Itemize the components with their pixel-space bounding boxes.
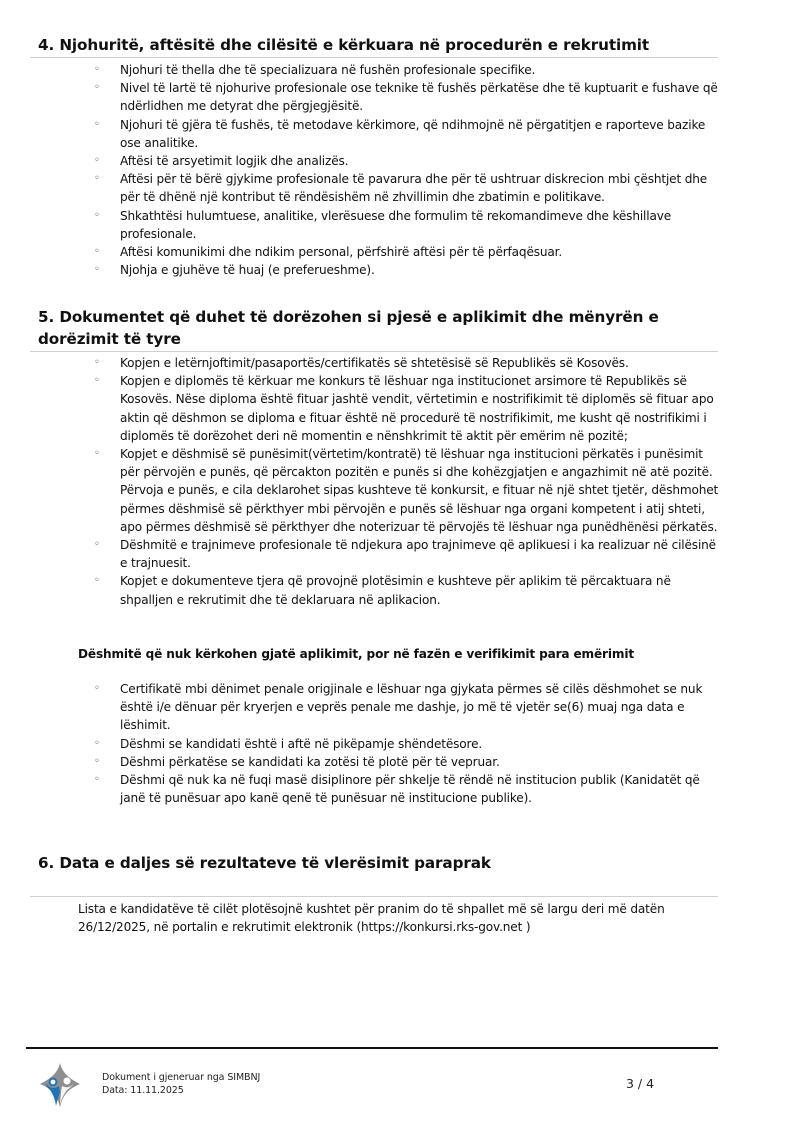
footer-info: [102, 1071, 260, 1097]
list-item: ◦ Dëshmi përkatëse se kandidati ka zotësi të plotë për të vepruar.: [94, 753, 724, 771]
list-item: ◦ Njohuri të thella dhe të specializuara në fushën profesionale specifike.: [94, 61, 724, 79]
list-item: ◦ Dëshmi që nuk ka në fuqi masë disiplinore për shkelje të rëndë në institucion publik (Kanidatët që janë të punësuar apo kanë qenë të punësuar në institucione publike).: [94, 773, 700, 806]
list-item: ◦ Nivel të lartë të njohurive profesionale ose teknike të fushës përkatëse dhe të kuptuarit e fushave që ndërlidhen me detyrat dhe përgjegjësitë.: [94, 81, 718, 114]
bullet-icon: ◦: [94, 209, 100, 221]
list-item: ◦ Kopjen e letërnjoftimit/pasaportës/certifikatës së shtetësisë së Republikës së Kosovës.: [94, 354, 724, 372]
bullet-icon: ◦: [94, 683, 100, 694]
document-date: Data: 11.11.2025: [102, 1085, 184, 1096]
bullet-icon: ◦: [94, 737, 100, 749]
bullet-icon: ◦: [94, 82, 100, 94]
list-item: ◦ Aftësi komunikimi dhe ndikim personal, përfshirë aftësi për të përfaqësuar.: [94, 243, 724, 261]
bullet-icon: ◦: [94, 173, 100, 185]
list-item: ◦ Kopjet e dokumenteve tjera që provojnë plotësimin e kushteve për aplikim të përcaktuara në shpalljen e rekrutimit dhe të deklaruara në aplikacion.: [94, 574, 671, 607]
simbnj-logo-icon: [38, 1062, 82, 1108]
bullet-icon: ◦: [94, 64, 100, 75]
generated-by-text: Dokument i gjeneruar nga SIMBNJ: [102, 1072, 261, 1083]
bullet-icon: ◦: [94, 774, 100, 786]
section-5-list: [94, 354, 724, 609]
bullet-icon: ◦: [94, 575, 100, 587]
results-date-paragraph: Lista e kandidatëve të cilët plotësojnë kushtet për pranim do të shpallet më së largu deri më datën 26/12/2025, në portalin e rekrutimit elektronik (https://konkursi.rks-gov.net ): [78, 902, 665, 935]
bullet-icon: ◦: [94, 375, 100, 387]
bullet-icon: ◦: [94, 448, 100, 460]
section-6-divider: [30, 896, 718, 897]
list-item: ◦ Njohja e gjuhëve të huaj (e preferueshme).: [94, 261, 724, 279]
list-item: ◦ Aftësi të arsyetimit logjik dhe analizës.: [94, 152, 724, 170]
bullet-icon: ◦: [94, 118, 100, 130]
list-item: ◦ Shkathtësi hulumtuese, analitike, vlerësuese dhe formulim të rekomandimeve dhe këshillave profesionale.: [94, 208, 672, 241]
bullet-icon: ◦: [94, 539, 100, 551]
bullet-icon: ◦: [94, 755, 100, 767]
page-number: 3 / 4: [626, 1076, 655, 1091]
section-4-list: [94, 61, 724, 279]
list-item: ◦ Dëshmitë e trajnimeve profesionale të ndjekura apo trajnimeve që aplikuesi i ka realizuar në cilësinë e trajnuesit.: [94, 538, 716, 571]
section-6-title: 6. Data e daljes së rezultateve të vlerësimit paraprak: [38, 854, 491, 872]
verification-list: [94, 680, 724, 807]
section-5-divider: [30, 351, 718, 352]
section-4-divider: [30, 57, 718, 58]
list-item: ◦ Certifikatë mbi dënimet penale origjinale e lëshuar nga gjykata përmes së cilës dëshmohet se nuk është i/e dënuar për kryerjen e veprës penale me dashje, jo më të vjetër se(6) muaj nga data e lëshimit.: [94, 682, 703, 733]
list-item: ◦ Kopjen e diplomës të kërkuar me konkurs të lëshuar nga institucionet arsimore të Republikës së Kosovës. Nëse diploma është fituar jashtë vendit, vërtetimin e nostrifikimit të diplomës së fituar apo aktin që dëshmon se diploma e fituar është në procedurë të nostrifikimit, me kusht që nostrifikimi i diplomës të dorëzohet deri në momentin e nënshkrimit të aktit për emërim në pozitë;: [94, 374, 714, 443]
list-item: ◦ Dëshmi se kandidati është i aftë në pikëpamje shëndetësore.: [94, 735, 724, 753]
list-item: ◦ Kopjet e dëshmisë së punësimit(vërtetim/kontratë) të lëshuar nga institucioni përkatës i punësimit për përvojën e punës, që përcakton pozitën e punës si dhe kohëzgjatjen e angazhimit në atë pozitë. Përvoja e punës, e cila deklarohet sipas kushteve të konkursit, e fituar në një shtet tjetër, dëshmohet përmes dëshmisë së përkthyer mbi përvojën e punës së lëshuar nga organi kompetent i atij shteti, apo përmes dëshmisë së përkthyer dhe noterizuar të përvojës të lëshuar nga punëdhënësi përkatës.: [94, 447, 719, 534]
list-item: ◦ Aftësi për të bërë gjykime profesionale të pavarura dhe për të ushtruar diskrecion mbi çështjet dhe për të dhënë një kontribut të rëndësishëm në zhvillimin dhe zbatimin e politikave.: [94, 172, 708, 205]
bullet-icon: ◦: [94, 246, 100, 258]
section-4-title: 4. Njohuritë, aftësitë dhe cilësitë e kërkuara në procedurën e rekrutimit: [38, 36, 650, 54]
bullet-icon: ◦: [94, 357, 100, 368]
list-item: ◦ Njohuri të gjëra të fushës, të metodave kërkimore, që ndihmojnë në përgatitjen e raporteve bazike ose analitike.: [94, 117, 706, 150]
bullet-icon: ◦: [94, 264, 100, 276]
section-5-title: 5. Dokumentet që duhet të dorëzohen si pjesë e aplikimit dhe mënyrën e dorëzimit të tyre: [38, 308, 659, 348]
footer-divider: [26, 1047, 718, 1049]
bullet-icon: ◦: [94, 155, 100, 167]
verification-subheading: Dëshmitë që nuk kërkohen gjatë aplikimit, por në fazën e verifikimit para emërimit: [78, 647, 634, 661]
